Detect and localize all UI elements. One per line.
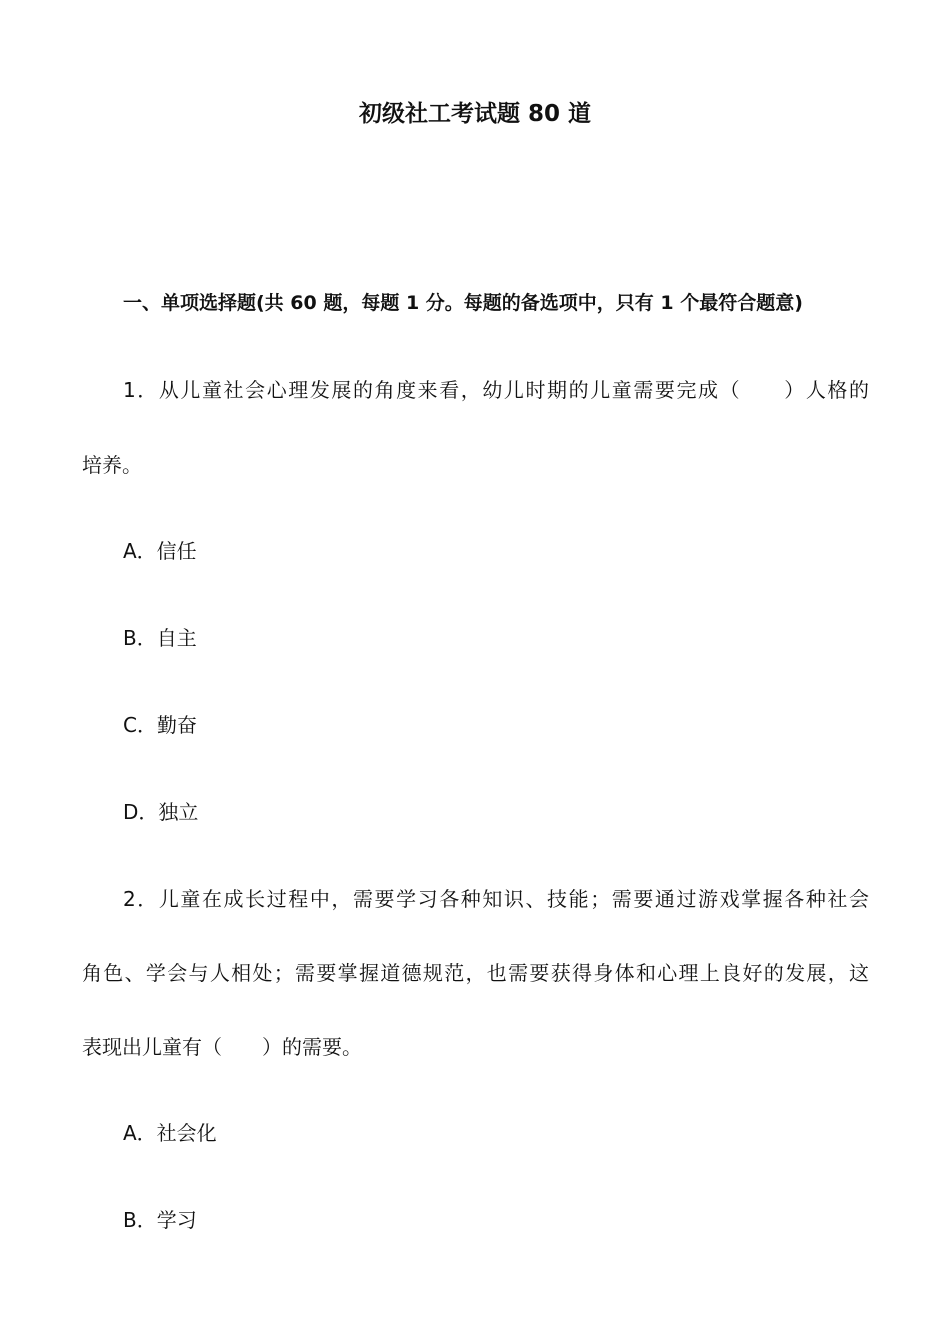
question-2-line-1: 2．儿童在成长过程中，需要学习各种知识、技能；需要通过游戏掌握各种社会 [123,887,869,911]
question-1-line-2: 培养。 [82,453,142,477]
question-1-line-1: 1．从儿童社会心理发展的角度来看，幼儿时期的儿童需要完成（ ）人格的 [123,378,869,402]
question-1-option-d: D．独立 [123,800,199,824]
question-2-line-2: 角色、学会与人相处；需要掌握道德规范，也需要获得身体和心理上良好的发展，这 [82,961,869,985]
question-2-option-a: A．社会化 [123,1121,217,1145]
question-1-option-b: B．自主 [123,626,197,650]
question-1-option-c: C．勤奋 [123,713,197,737]
question-2-option-b: B．学习 [123,1208,197,1232]
section-heading: 一、单项选择题(共 60 题，每题 1 分。每题的备选项中，只有 1 个最符合题意) [123,292,803,314]
question-1-option-a: A．信任 [123,539,197,563]
document-title: 初级社工考试题 80 道 [358,101,592,127]
question-2-line-3: 表现出儿童有（ ）的需要。 [82,1035,362,1059]
